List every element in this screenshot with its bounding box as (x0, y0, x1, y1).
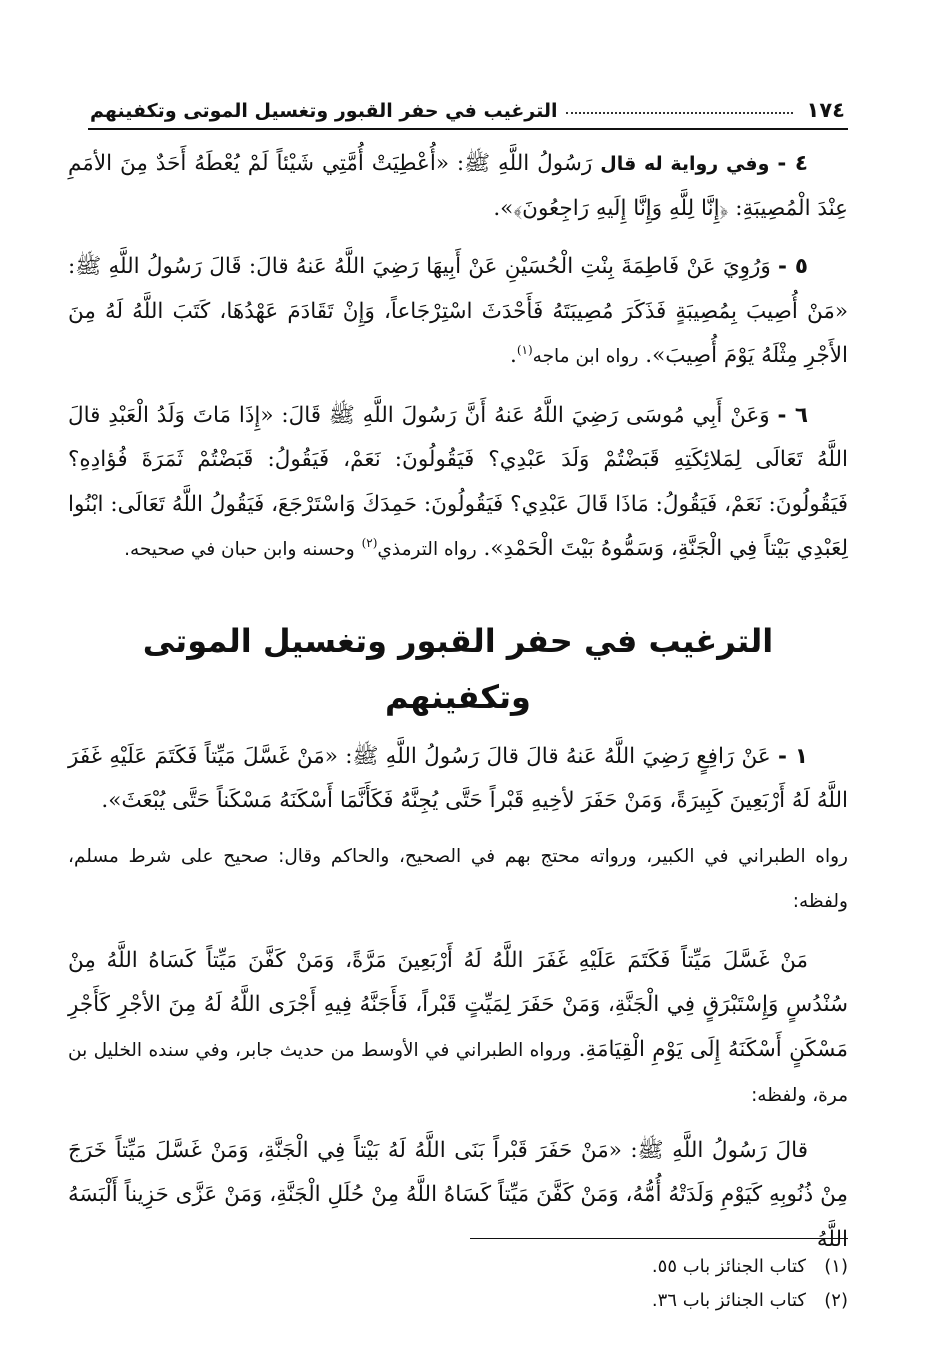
footnote-rule (470, 1238, 848, 1239)
hadith-number: ٦ - (777, 402, 808, 428)
hadith-text: مَنْ غَسَّلَ مَيِّتاً فَكَتَمَ عَلَيْهِ غَفَرَ اللَّهُ لَهُ أَرْبَعِينَ مَرَّةً، وَمَنْ كَفَّنَ مَيِّتاً كَسَاهُ اللَّهُ مِنْ سُنْدُسٍ وَإِسْتَبْرَقٍ فِي الْجَنَّةِ، وَمَنْ حَفَرَ لِمَيِّتٍ قَبْراً، فَأَجَنَّهُ فِيهِ أَجْرَى اللَّهُ لَهُ مِنَ الأجْرِ كَأَجْرِ مَسْكَنٍ أَسْكَنَهُ إِلَى يَوْمِ الْقِيَامَةِ. (68, 947, 849, 1062)
page-number: ١٧٤ (806, 98, 845, 122)
hadith-lead: وفي رواية له قال (600, 153, 770, 175)
hadith-number: ٥ - (778, 254, 808, 279)
footnote-text: كتاب الجنائز باب ٥٥. (651, 1256, 806, 1277)
hadith-text: رَسُولُ اللَّهِ ﷺ: «أُعْطِيَتْ أُمَّتِي شَيْئاً لَمْ يُعْطَهُ أَحَدٌ مِنَ الأمَمِ عِنْدَ الْمُصِيبَةِ: ﴿إِنَّا لِلَّهِ وَإِنَّا إِلَيهِ رَاجِعُونَ﴾». (68, 151, 848, 221)
hadith-paragraph-6 (68, 394, 848, 573)
narration-note: ورواه الطبراني في الأوسط من حديث جابر، وفي سنده الخليل بن مرة، ولفظه: (68, 1039, 848, 1106)
hadith-text: قالَ رَسُولُ اللَّهِ ﷺ: «مَنْ حَفَرَ قَبْراً بَنَى اللَّهُ لَهُ بَيْتاً فِي الْجَنَّةِ، وَمَنْ غَسَّلَ مَيِّتاً خَرَجَ مِنْ ذُنُوبِهِ كَيَوْمِ وَلَدَتْهُ أُمُّهُ، وَمَنْ كَفَّنَ مَيِّتاً كَسَاهُ اللَّهُ مِنْ حُلَلِ الْجَنَّةِ، وَمَنْ عَزَّى حَزِيناً أَلْبَسَهُ اللَّهُ (68, 1137, 848, 1252)
section-title: الترغيب في حفر القبور وتغسيل الموتى وتكفينهم (142, 621, 774, 716)
section-hadith-variant (68, 939, 848, 1119)
body-text (68, 142, 848, 1276)
narration-note-continued: وحسنه وابن حبان في صحيحه. (124, 539, 355, 560)
narration-note: رواه الترمذي (377, 539, 477, 560)
section-hadith-1 (68, 735, 848, 824)
hadith-text: عَنْ رَافِعٍ رَضِيَ اللَّهُ عَنهُ قالَ قالَ رَسُولُ اللَّهِ ﷺ: «مَنْ غَسَّلَ مَيِّتاً فَكَتَمَ عَلَيْهِ غَفَرَ اللَّهُ لَهُ أَرْبَعِينَ كَبِيرَةً، وَمَنْ حَفَرَ لأخِيهِ قَبْراً حَتَّى يُجِنَّهُ فَكَأَنَّمَا أَسْكَنَهُ مَسْكَناً حَتَّى يُبْعَثَ». (68, 743, 848, 813)
footnote-1 (470, 1250, 848, 1284)
hadith-paragraph-5: ٥ - وَرُوِيَ عَنْ فَاطِمَةَ بِنْتِ الْحُسَيْنِ عَنْ أَبِيهَا رَضِيَ اللَّهُ عَنهُ قالَ: قَالَ رَسُولُ اللَّهِ ﷺ: «مَنْ أُصِيبَ بِمُصِيبَةٍ فَذَكَرَ مُصِيبَتَهُ فَأَحْدَثَ اسْتِرْجَاعاً، وَإِنْ تَقَادَمَ عَهْدُهَا، كَتَبَ اللَّهُ لَهُ مِنَ الأَجْرِ مِثْلَهُ يَوْمَ أُصِيبَ». رواه ابن ماجه$^{(١)}$. (68, 254, 849, 368)
footnote-text: كتاب الجنائز باب ٣٦. (651, 1290, 806, 1311)
footnote-ref: (٢) (361, 535, 378, 550)
section-hadith-variant-2 (68, 1129, 848, 1263)
hadith-number: ٤ - (777, 151, 808, 176)
running-header (90, 86, 845, 122)
footnote-ref: (١) (516, 342, 533, 357)
hadith-number: ١ - (778, 743, 808, 769)
hadith-paragraph-4 (68, 142, 848, 231)
narration-note: رواه الطبراني في الكبير، ورواته محتج بهم في الصحيح، والحاكم وقال: صحيح على شرط مسلم، ولفظه: (68, 845, 848, 912)
running-header-title: الترغيب في حفر القبور وتغسيل الموتى وتكفينهم (90, 100, 558, 122)
narration-paragraph (68, 834, 848, 925)
footnote-mark: (١) (824, 1256, 848, 1277)
hadith-text: وَعَنْ أَبِي مُوسَى رَضِيَ اللَّهُ عَنهُ أَنَّ رَسُولَ اللَّهِ ﷺ قَالَ: «إِذَا مَاتَ وَلَدُ الْعَبْدِ قالَ اللَّهُ تَعَالَى لِمَلائِكَتِهِ قَبَضْتُمْ وَلَدَ عَبْدِي؟ فَيَقُولُونَ: نَعَمْ، فَيَقُولُ: قَبَضْتُمْ ثَمَرَةَ فُؤادِهِ؟ فَيَقُولُونَ: نَعَمْ، فَيَقُولُ: مَاذَا قَالَ عَبْدِي؟ فَيَقُولُونَ: حَمِدَكَ وَاسْتَرْجَعَ، فَيَقُولُ اللَّهُ تَعَالَى: ابْنُوا لِعَبْدِي بَيْتاً فِي الْجَنَّةِ، وَسَمُّوهُ بَيْتَ الْحَمْدِ». (68, 402, 848, 561)
footnotes (470, 1250, 848, 1318)
footnote-2 (470, 1284, 848, 1318)
narration-note: رواه ابن ماجه (532, 346, 639, 367)
header-rule (88, 128, 848, 130)
footnote-mark: (٢) (824, 1290, 848, 1311)
hadith-text: وَرُوِيَ عَنْ فَاطِمَةَ بِنْتِ الْحُسَيْنِ عَنْ أَبِيهَا رَضِيَ اللَّهُ عَنهُ قالَ: قَالَ رَسُولُ اللَّهِ ﷺ: «مَنْ أُصِيبَ بِمُصِيبَةٍ فَذَكَرَ مُصِيبَتَهُ فَأَحْدَثَ اسْتِرْجَاعاً، وَإِنْ تَقَادَمَ عَهْدُهَا، كَتَبَ اللَّهُ لَهُ مِنَ الأَجْرِ مِثْلَهُ يَوْمَ أُصِيبَ». (68, 254, 849, 368)
header-dot-leader (566, 111, 793, 114)
